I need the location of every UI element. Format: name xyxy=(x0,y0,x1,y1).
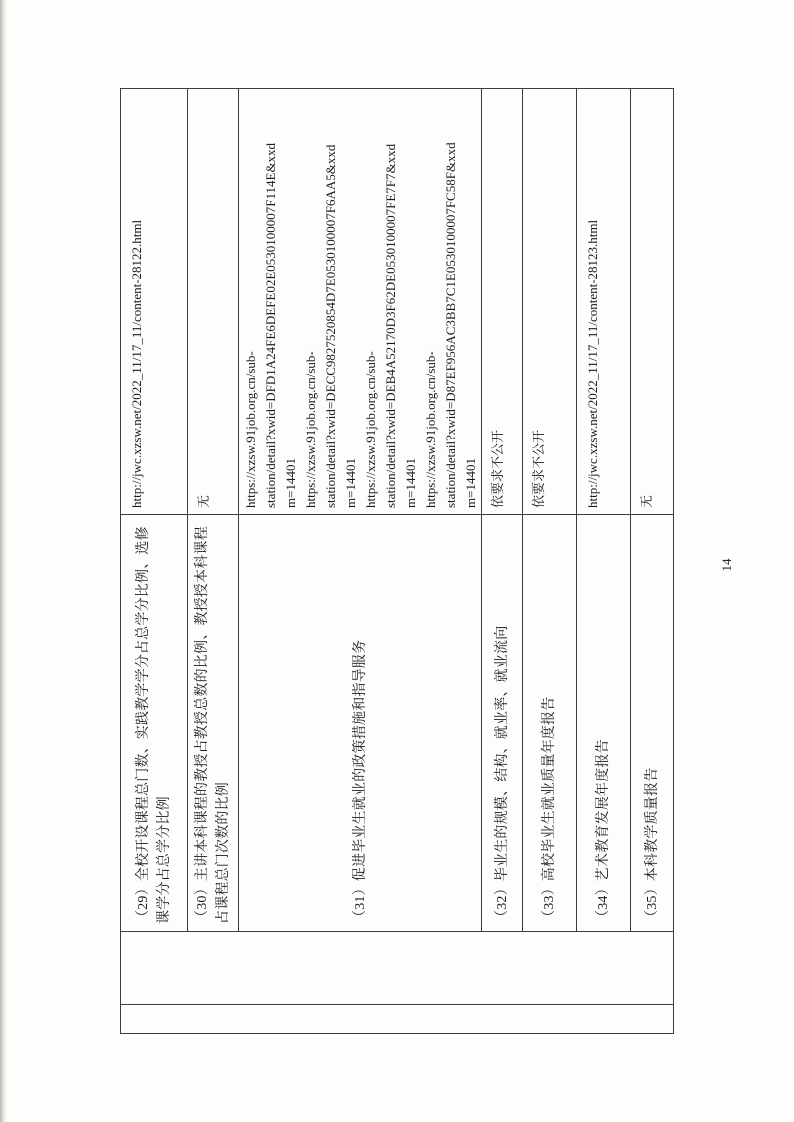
row-32-value-cell xyxy=(482,89,522,514)
table-row-item-34 xyxy=(577,89,631,931)
row-34-value-cell xyxy=(577,89,630,514)
value-line: 依要求不公开 xyxy=(531,429,546,508)
value-line: m=14401 xyxy=(463,458,478,508)
disclosure-items-table xyxy=(120,88,674,1034)
table-rows-container xyxy=(121,89,673,931)
table-row-item-32 xyxy=(482,89,523,931)
row-30-label: （30）主讲本科课程的教授占教授总数的比例、教授授本科课程占课程总门次数的比例 xyxy=(195,526,231,924)
row-29-label-cell xyxy=(121,514,187,931)
value-line: station/detail?xwid=DEB4A52170D3F62DE0530100007FE7F7&xxd xyxy=(383,143,398,508)
row-29-label: （29）全校开设课程总门数、实践教学学分占总学分比例、选修课学分占总学分比例 xyxy=(136,526,172,924)
row-30-label-cell xyxy=(188,514,238,931)
value-line: https://xzsw.91job.org.cn/sub- xyxy=(423,351,438,508)
merged-empty-column-2 xyxy=(121,931,673,1004)
row-29-value-cell xyxy=(121,89,187,514)
table-row-item-31 xyxy=(239,89,482,931)
row-34-label: （34）艺术教育发展年度报告 xyxy=(596,739,611,924)
value-line: 无 xyxy=(196,494,211,508)
value-line: http://jwc.xzsw.net/2022_11/17_11/content-28123.html xyxy=(585,219,600,508)
row-35-label-cell xyxy=(631,514,673,931)
row-33-label: （33）高校毕业生就业质量年度报告 xyxy=(542,696,557,924)
value-line: 无 xyxy=(639,494,654,508)
row-33-value-cell xyxy=(523,89,576,514)
row-32-label: （32）毕业生的规模、结构、就业率、就业流向 xyxy=(494,625,510,924)
row-30-value-cell xyxy=(188,89,238,514)
value-line: https://xzsw.91job.org.cn/sub- xyxy=(363,351,378,508)
scan-edge-shadow xyxy=(0,0,7,1122)
table-row-item-35 xyxy=(631,89,673,931)
table-row-item-33 xyxy=(523,89,577,931)
merged-empty-column-1 xyxy=(121,1004,673,1033)
row-35-value-cell xyxy=(631,89,673,514)
value-line: station/detail?xwid=DECC9827520854D7E0530100007F6AA5&xxd xyxy=(323,144,338,508)
value-line: http://jwc.xzsw.net/2022_11/17_11/content-28122.html xyxy=(129,219,144,508)
row-34-label-cell xyxy=(577,514,630,931)
value-line: 依要求不公开 xyxy=(490,429,505,508)
page-number: 14 xyxy=(719,558,734,572)
value-line: https://xzsw.91job.org.cn/sub- xyxy=(243,351,258,508)
value-line: m=14401 xyxy=(403,458,418,508)
value-line: m=14401 xyxy=(343,458,358,508)
table-row-item-29 xyxy=(121,89,188,931)
value-line: station/detail?xwid=DFD1A24FE6DEFE02E0530100007F114E&xxd xyxy=(263,142,278,508)
row-32-label-cell xyxy=(482,514,522,931)
row-33-label-cell xyxy=(523,514,576,931)
row-31-label-cell xyxy=(239,514,481,931)
value-line: https://xzsw.91job.org.cn/sub- xyxy=(303,351,318,508)
row-31-value-cell xyxy=(239,89,481,514)
value-line: m=14401 xyxy=(283,458,298,508)
value-line: station/detail?xwid=D87EF956AC3BB7C1E0530100007FC58F&xxd xyxy=(443,142,458,508)
row-35-label: （35）本科教学质量报告 xyxy=(644,767,660,924)
table-row-item-30 xyxy=(188,89,239,931)
row-31-label: （31）促进毕业生就业的政策措施和指导服务 xyxy=(352,639,368,924)
